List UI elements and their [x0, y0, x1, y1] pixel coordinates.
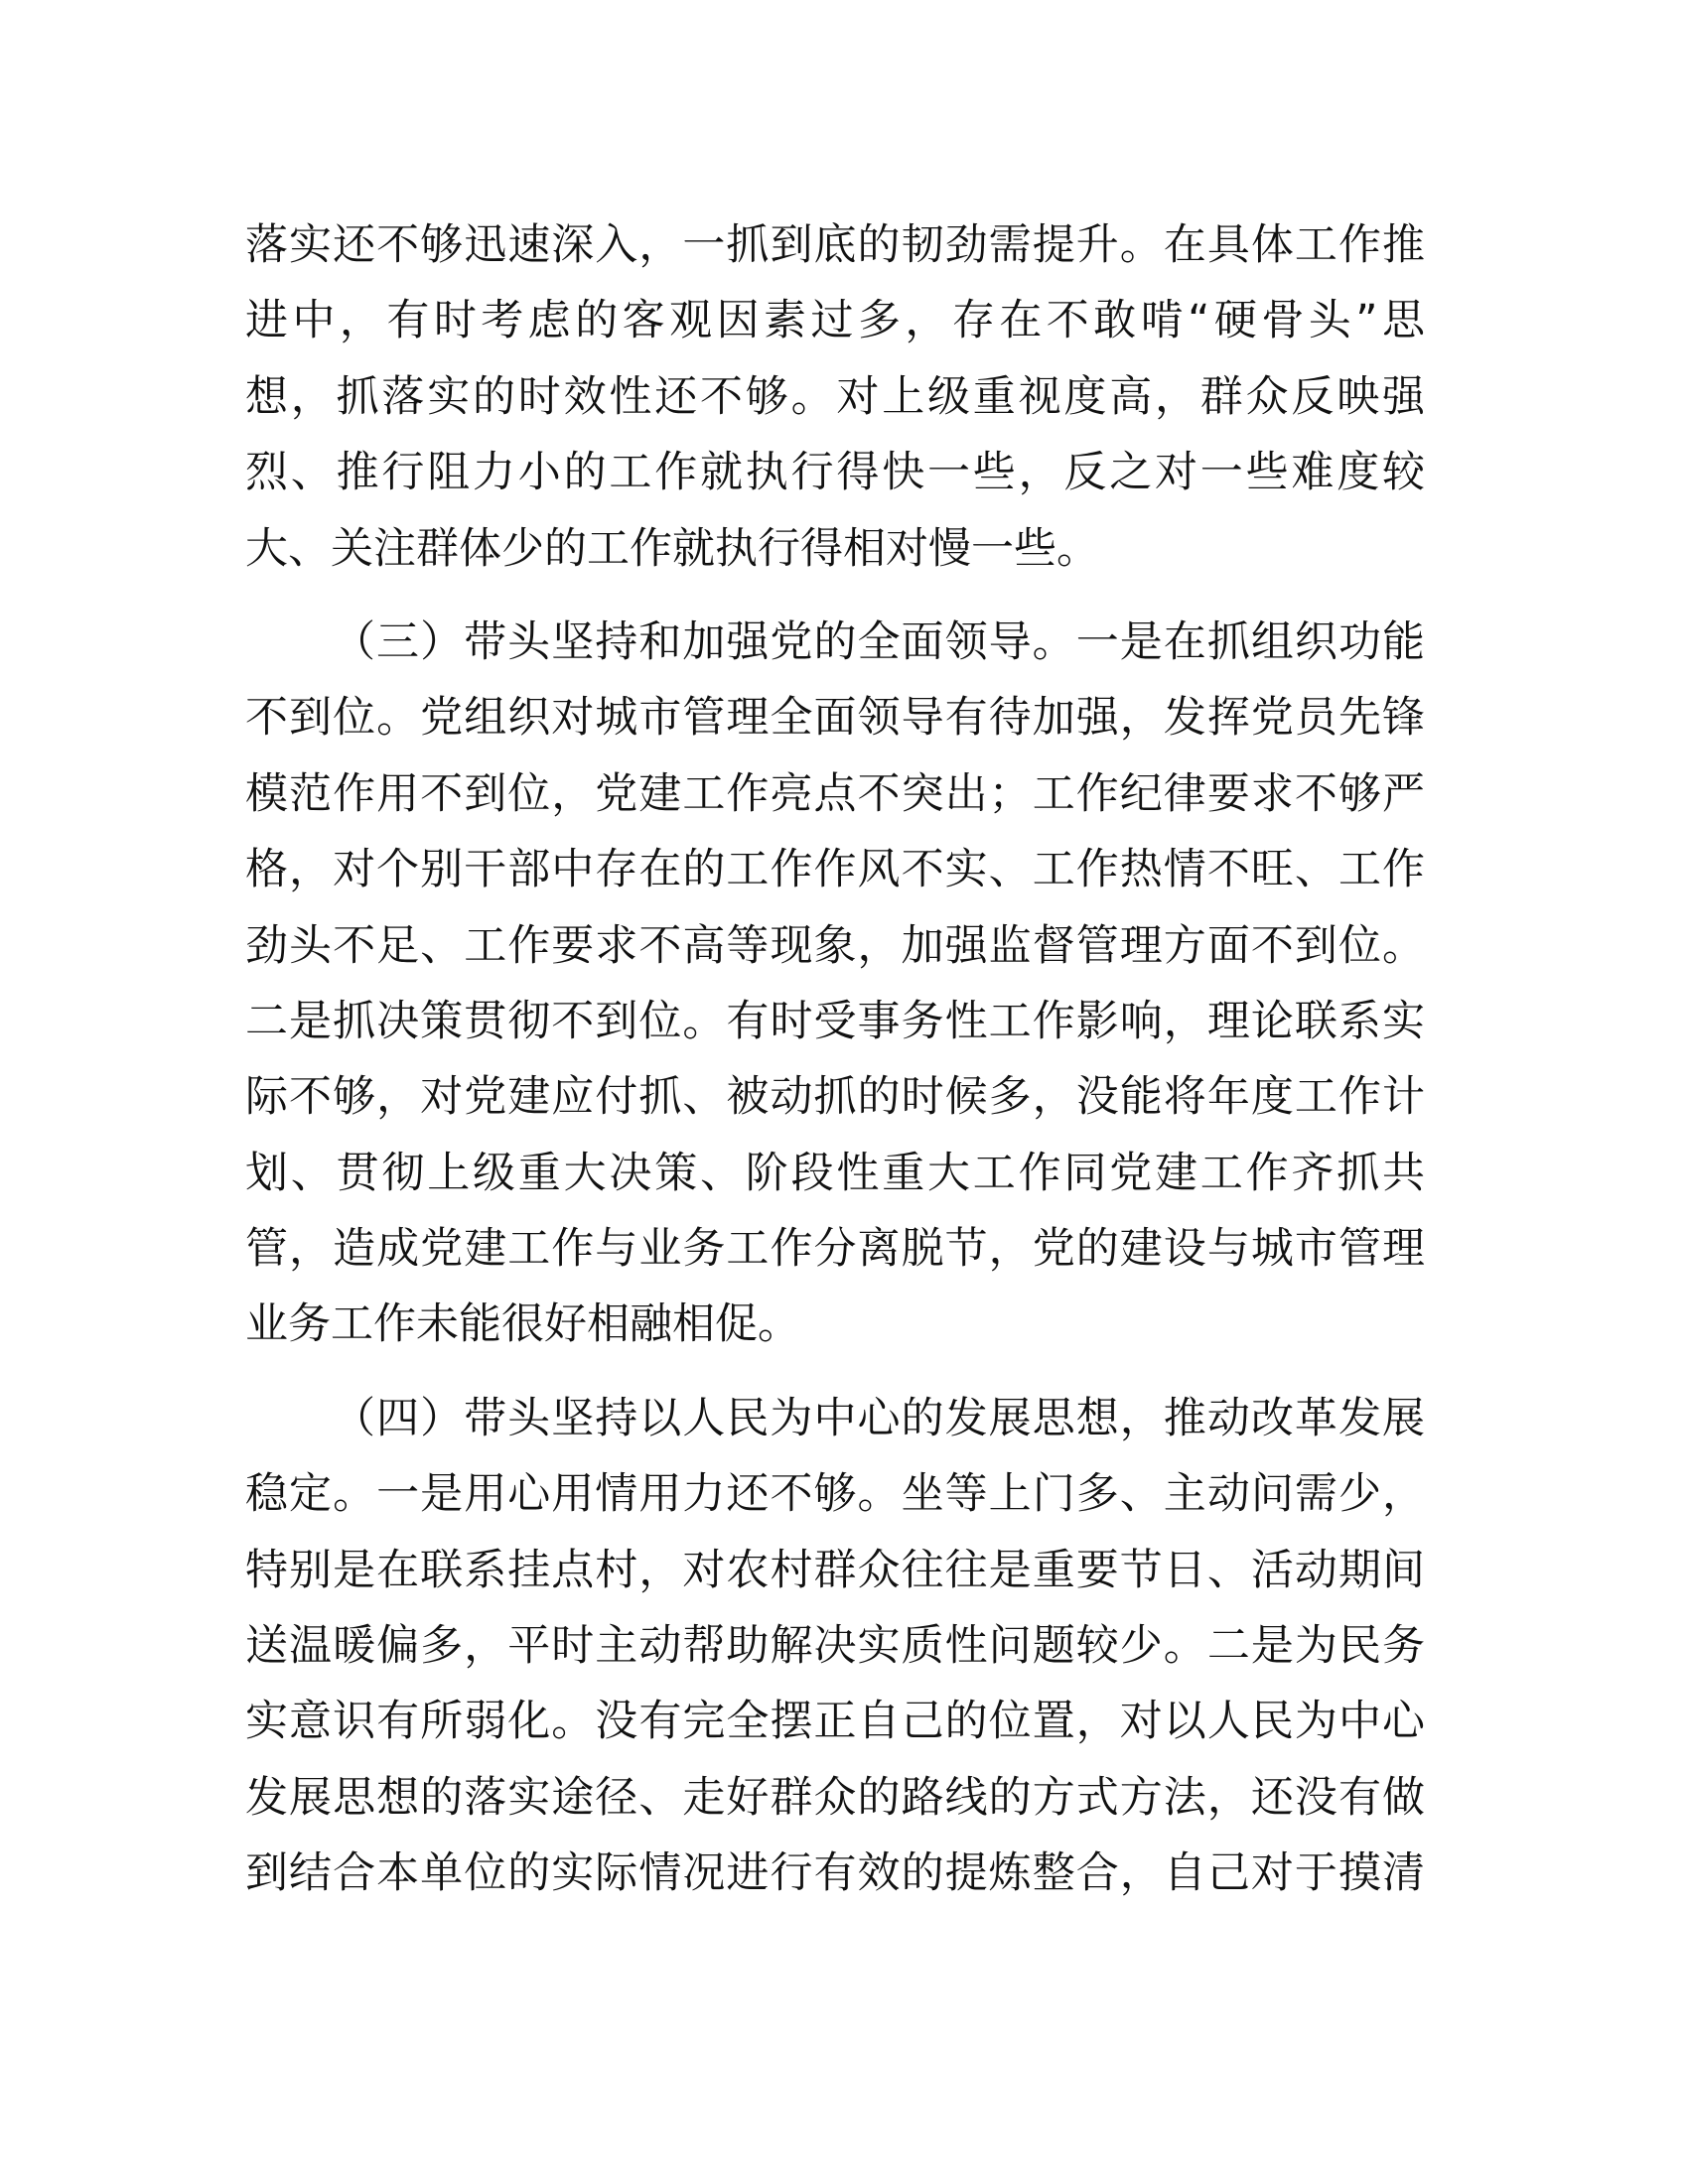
text-line: 劲头不足、工作要求不高等现象，加强监督管理方面不到位。	[245, 920, 1425, 971]
text-line: 到结合本单位的实际情况进行有效的提炼整合，自己对于摸清	[245, 1848, 1425, 1899]
text-line: 模范作用不到位，党建工作亮点不突出；工作纪律要求不够严	[245, 768, 1425, 819]
text-line: 特别是在联系挂点村，对农村群众往往是重要节日、活动期间	[245, 1545, 1425, 1595]
section-heading-line: （四）带头坚持以人民为中心的发展思想，推动改革发展	[333, 1393, 1425, 1443]
text-line: 发展思想的落实途径、走好群众的路线的方式方法，还没有做	[245, 1772, 1425, 1823]
paragraph-section-3	[245, 605, 1425, 1363]
section-heading-line: （三）带头坚持和加强党的全面领导。一是在抓组织功能	[333, 616, 1425, 667]
text-line: 业务工作未能很好相融相促。	[245, 1299, 800, 1350]
text-line: 二是抓决策贯彻不到位。有时受事务性工作影响，理论联系实	[245, 996, 1425, 1046]
text-line: 稳定。一是用心用情用力还不够。坐等上门多、主动问需少，	[245, 1469, 1425, 1520]
paragraph-section-4	[245, 1381, 1425, 1912]
text-line: 不到位。党组织对城市管理全面领导有待加强，发挥党员先锋	[245, 693, 1425, 744]
text-line: 划、贯彻上级重大决策、阶段性重大工作同党建工作齐抓共	[245, 1148, 1425, 1198]
text-line: 落实还不够迅速深入，一抓到底的韧劲需提升。在具体工作推	[245, 220, 1425, 270]
document-page	[245, 207, 1425, 1930]
text-line: 想，抓落实的时效性还不够。对上级重视度高，群众反映强	[245, 371, 1425, 422]
text-line: 实意识有所弱化。没有完全摆正自己的位置，对以人民为中心	[245, 1697, 1425, 1747]
text-line: 送温暖偏多，平时主动帮助解决实质性问题较少。二是为民务	[245, 1621, 1425, 1672]
paragraph-continuation	[245, 207, 1425, 587]
text-line: 大、关注群体少的工作就执行得相对慢一些。	[245, 523, 1099, 574]
text-line: 管，造成党建工作与业务工作分离脱节，党的建设与城市管理	[245, 1224, 1425, 1275]
text-line: 烈、推行阻力小的工作就执行得快一些，反之对一些难度较	[245, 448, 1425, 498]
text-line: 际不够，对党建应付抓、被动抓的时候多，没能将年度工作计	[245, 1072, 1425, 1123]
text-line: 格，对个别干部中存在的工作作风不实、工作热情不旺、工作	[245, 845, 1425, 895]
text-line: 进中，有时考虑的客观因素过多，存在不敢啃“硬骨头”思	[245, 296, 1425, 346]
